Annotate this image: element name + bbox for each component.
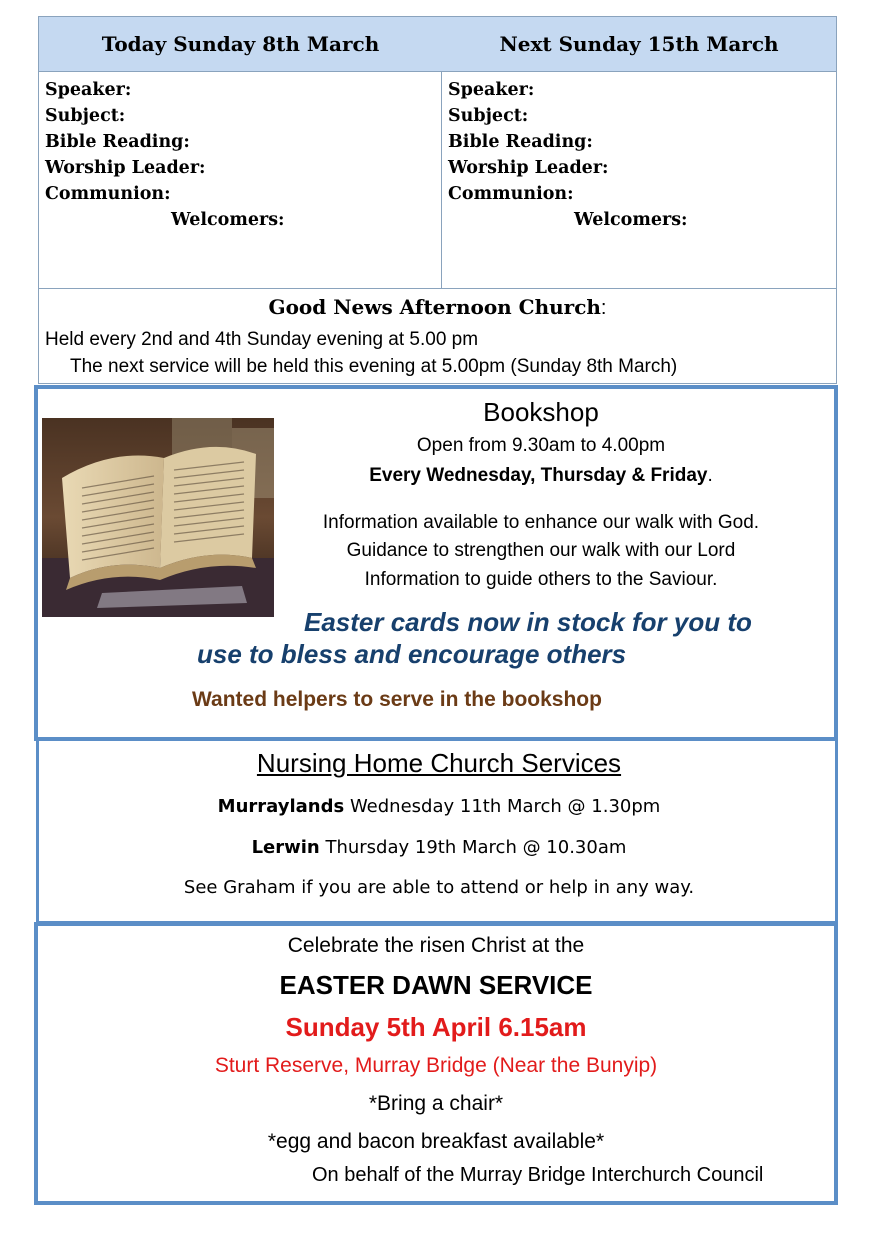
speaker-label: Speaker: xyxy=(448,80,535,100)
interchurch-council-note: On behalf of the Murray Bridge Interchurch Council xyxy=(312,1164,764,1186)
bookshop-title: Bookshop xyxy=(483,397,599,427)
nursing-home-section xyxy=(36,738,838,924)
communion-label: Communion: xyxy=(45,184,171,204)
bring-chair-note: *Bring a chair* xyxy=(368,1092,504,1115)
subject-label: Subject: xyxy=(45,106,126,126)
easter-date: Sunday 5th April 6.15am xyxy=(285,1012,587,1042)
lerwin-service: Lerwin Thursday 19th March @ 10.30am xyxy=(251,837,627,858)
bookshop-info-2: Guidance to strengthen our walk with our Lord xyxy=(346,540,736,561)
wanted-helpers: Wanted helpers to serve in the bookshop xyxy=(192,688,602,711)
easter-location: Sturt Reserve, Murray Bridge (Near the Bunyip) xyxy=(214,1054,658,1077)
easter-cards-line-2: use to bless and encourage others xyxy=(197,639,627,669)
worship-leader-label: Worship Leader: xyxy=(448,158,609,178)
bible-reading-label: Bible Reading: xyxy=(45,132,190,152)
welcomers-label: Welcomers: xyxy=(574,210,688,230)
celebrate-line: Celebrate the risen Christ at the xyxy=(287,934,585,957)
easter-cards-line-1: Easter cards now in stock for you to xyxy=(304,607,752,637)
communion-label: Communion: xyxy=(448,184,574,204)
subject-label: Subject: xyxy=(448,106,529,126)
speaker-label: Speaker: xyxy=(45,80,132,100)
bookshop-days: Every Wednesday, Thursday & Friday. xyxy=(369,465,713,486)
see-graham-note: See Graham if you are able to attend or help in any way. xyxy=(183,877,695,898)
welcomers-label: Welcomers: xyxy=(171,210,285,230)
next-sunday-header: Next Sunday 15th March xyxy=(442,17,836,72)
bookshop-section xyxy=(34,385,838,741)
murraylands-service: Murraylands Wednesday 11th March @ 1.30pm xyxy=(217,796,661,817)
bookshop-info-1: Information available to enhance our walk with God. xyxy=(322,512,760,533)
bible-reading-label: Bible Reading: xyxy=(448,132,593,152)
open-bible-image xyxy=(42,418,274,617)
afternoon-church-section xyxy=(39,289,836,383)
next-roster-cell xyxy=(442,71,836,289)
afternoon-church-next: The next service will be held this evening at 5.00pm (Sunday 8th March) xyxy=(70,356,678,377)
worship-leader-label: Worship Leader: xyxy=(45,158,206,178)
service-roster-table xyxy=(38,16,837,384)
nursing-home-title: Nursing Home Church Services xyxy=(256,748,622,778)
today-roster-cell xyxy=(39,71,442,289)
easter-dawn-section xyxy=(34,922,838,1205)
breakfast-note: *egg and bacon breakfast available* xyxy=(267,1130,605,1153)
easter-dawn-title: EASTER DAWN SERVICE xyxy=(279,970,593,1000)
afternoon-church-schedule: Held every 2nd and 4th Sunday evening at 5.00 pm xyxy=(45,329,479,350)
bookshop-hours: Open from 9.30am to 4.00pm xyxy=(416,435,666,456)
today-header: Today Sunday 8th March xyxy=(39,17,443,72)
bookshop-info-3: Information to guide others to the Saviour. xyxy=(364,569,718,590)
afternoon-church-title: Good News Afternoon Church: xyxy=(268,295,607,319)
